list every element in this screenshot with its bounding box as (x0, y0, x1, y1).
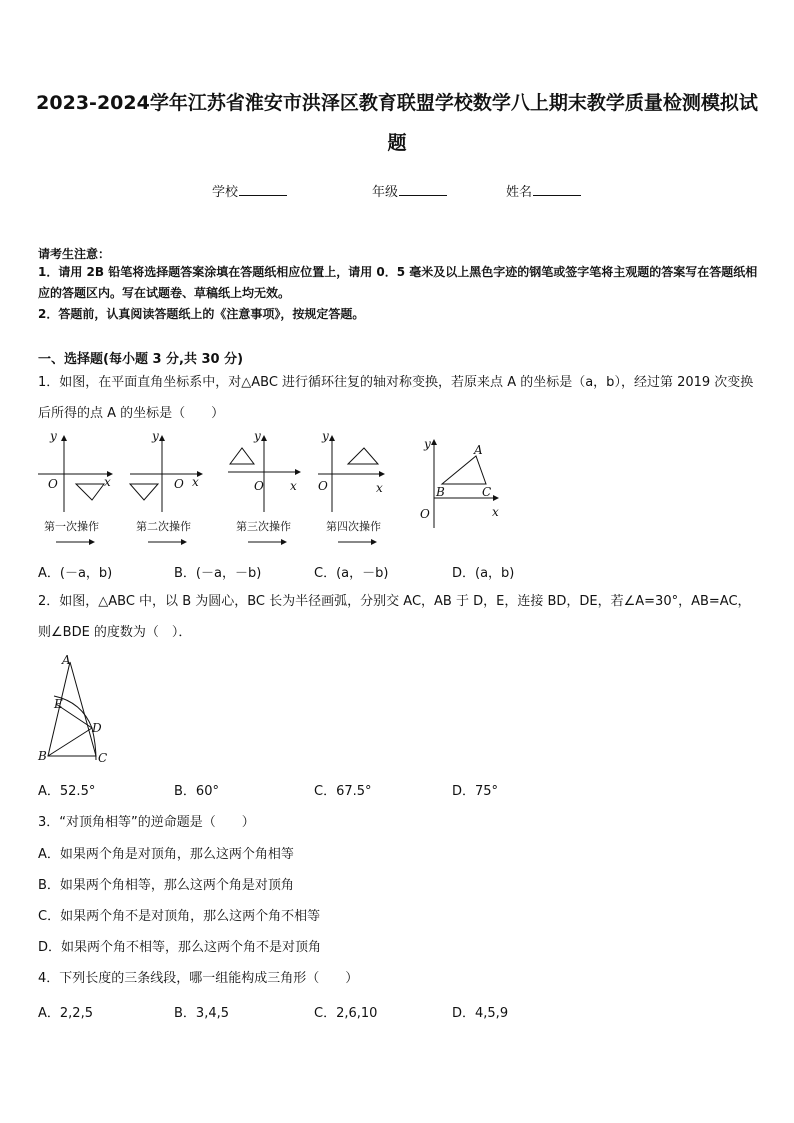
q2-option-a: A．52.5° (38, 784, 96, 799)
q1-p3-o-label: O (254, 479, 264, 493)
q1-option-a: A．(－a，b) (38, 566, 113, 581)
exam-title-line1: 2023-2024学年江苏省淮安市洪泽区教育联盟学校数学八上期末教学质量检测模拟试 (36, 92, 758, 114)
q1-p2-x-label: x (192, 475, 199, 489)
q4-option-a: A．2,2,5 (38, 1006, 93, 1021)
q1-op2-label: 第二次操作 (136, 520, 191, 533)
q1-p4-o-label: O (318, 479, 328, 493)
grade-field (372, 181, 447, 200)
q1-p3-x-label: x (290, 479, 297, 493)
question-2-figure (34, 652, 114, 770)
q1-p2-y-label: y (152, 429, 159, 443)
q1-big-o-label: O (420, 507, 430, 521)
q1-p4-y-label: y (322, 429, 329, 443)
q1-point-c-label: C (482, 485, 492, 499)
school-label: 学校 (212, 185, 239, 200)
q1-p1-o-label: O (48, 477, 58, 491)
q4-option-c: C．2,6,10 (314, 1006, 378, 1021)
question-4-stem: 4．下列长度的三条线段，哪一组能构成三角形（ ） (38, 971, 359, 986)
q3-option-a: A．如果两个角是对顶角，那么这两个角相等 (38, 847, 294, 862)
q1-p3-y-label: y (254, 429, 261, 443)
q2-option-b: B．60° (174, 784, 219, 799)
grade-blank (399, 183, 447, 196)
school-blank (239, 183, 287, 196)
question-3-stem: 3．“对顶角相等”的逆命题是（ ） (38, 815, 255, 830)
name-field (506, 181, 581, 200)
q1-op4-label: 第四次操作 (326, 520, 381, 533)
q2-point-d-label: D (92, 721, 102, 735)
name-label: 姓名 (506, 185, 533, 200)
q1-point-b-label: B (436, 485, 445, 499)
q1-p1-y-label: y (50, 429, 57, 443)
name-blank (533, 183, 581, 196)
question-1-figure (30, 428, 510, 553)
q2-point-b-label: B (38, 749, 47, 763)
question-1-stem: 1．如图，在平面直角坐标系中，对△ABC 进行循环往复的轴对称变换，若原来点 A 的坐标是（a，b），经过第 2019 次变换后所得的点 A 的坐标是（ ） (38, 375, 754, 421)
exam-title-line2: 题 (387, 132, 407, 154)
grade-label: 年级 (372, 185, 399, 200)
q3-option-b: B．如果两个角相等，那么这两个角是对顶角 (38, 878, 294, 893)
q1-p4-x-label: x (376, 481, 383, 495)
q1-big-y-label: y (424, 437, 431, 451)
q3-option-d: D．如果两个角不相等，那么这两个角不是对顶角 (38, 940, 322, 955)
q1-p2-o-label: O (174, 477, 184, 491)
q1-option-b: B．(－a，－b) (174, 566, 262, 581)
q1-option-c: C．(a，－b) (314, 566, 389, 581)
question-2-stem: 2．如图，△ABC 中，以 B 为圆心，BC 长为半径画弧，分别交 AC，AB 于 D，E，连接 BD，DE，若∠A=30°，AB=AC，则∠BDE 的度数为（ ）． (38, 594, 751, 640)
q1-op1-label: 第一次操作 (44, 520, 99, 533)
q1-op3-label: 第三次操作 (236, 520, 291, 533)
notice-header: 请考生注意： (38, 247, 111, 261)
q4-option-b: B．3,4,5 (174, 1006, 229, 1021)
q2-point-e-label: E (54, 697, 63, 711)
q1-big-x-label: x (492, 505, 499, 519)
q1-option-d: D．(a，b) (452, 566, 515, 581)
q4-option-d: D．4,5,9 (452, 1006, 509, 1021)
q2-point-a-label: A (62, 653, 71, 667)
q2-option-d: D．75° (452, 784, 499, 799)
notice-item-1: 1．请用 2B 铅笔将选择题答案涂填在答题纸相应位置上，请用 0．5 毫米及以上黑色字迹的钢笔或签字笔将主观题的答案写在答题纸相应的答题区内。写在试题卷、草稿纸上均无效。 (38, 265, 758, 300)
section-title: 一、选择题(每小题 3 分,共 30 分) (38, 352, 244, 367)
q3-option-c: C．如果两个角不是对顶角，那么这两个角不相等 (38, 909, 321, 924)
q1-p1-x-label: x (104, 475, 111, 489)
notice-item-2: 2．答题前，认真阅读答题纸上的《注意事项》，按规定答题。 (38, 307, 365, 321)
q1-point-a-label: A (474, 443, 483, 457)
q2-option-c: C．67.5° (314, 784, 372, 799)
school-field (212, 181, 287, 200)
q2-point-c-label: C (98, 751, 108, 765)
